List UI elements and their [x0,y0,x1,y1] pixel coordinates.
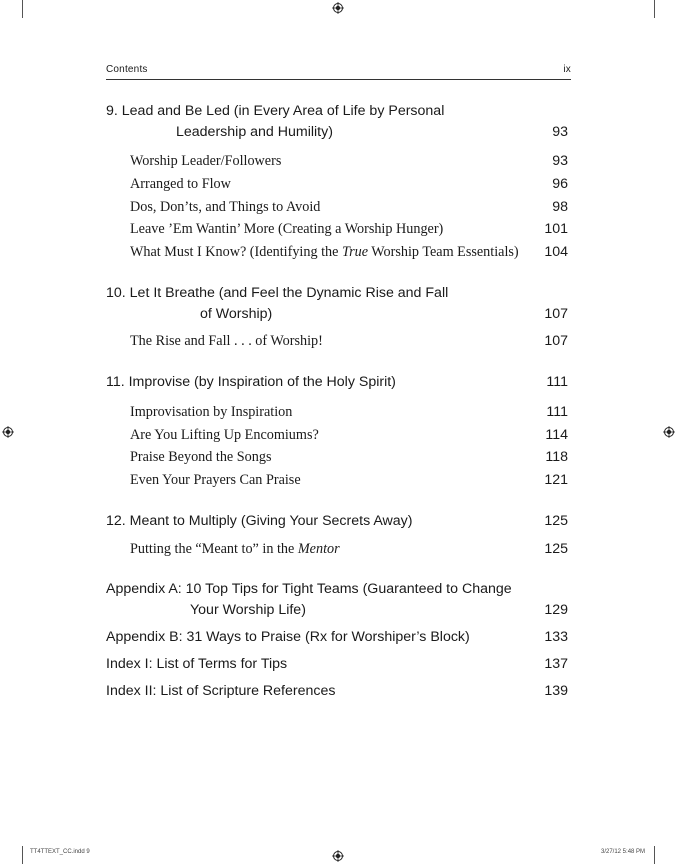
crop-mark-bottom-right [654,846,655,864]
toc-chapter-title: 11. Improvise (by Inspiration of the Holy Spirit) [106,374,396,390]
registration-mark-bottom-icon [332,850,344,862]
toc-page-number: 139 [544,683,568,699]
toc-section-title: The Rise and Fall . . . of Worship! [130,333,323,349]
toc-page-number: 133 [544,629,568,645]
crop-mark-top-left [22,0,23,18]
toc-page-number: 96 [552,176,568,192]
toc-chapter-title-line1: Appendix A: 10 Top Tips for Tight Teams (Guaranteed to Change [106,581,512,597]
toc-section [130,199,568,216]
toc-page-number: 111 [546,374,568,390]
toc-page-number: 118 [545,449,568,465]
toc-chapter-title: 12. Meant to Multiply (Giving Your Secrets Away) [106,513,413,529]
toc-chapter-10-cont [106,306,568,322]
toc-section-title: Arranged to Flow [130,176,231,192]
toc-chapter-10 [106,285,568,301]
crop-mark-top-right [654,0,655,18]
toc-chapter-title: Index II: List of Scripture References [106,683,336,699]
toc-page-number: 129 [544,602,568,618]
toc-chapter-title-line2: of Worship) [200,306,273,322]
toc-appendix-a-cont [106,602,568,618]
toc-section-title: Dos, Don’ts, and Things to Avoid [130,199,321,215]
toc-appendix-a [106,581,568,597]
running-head-title: Contents [106,64,148,75]
toc-chapter-12 [106,513,568,529]
toc-index-1 [106,656,568,672]
toc-section [130,333,568,350]
toc-chapter-9-cont [106,124,568,140]
toc-page-number: 114 [545,427,568,443]
registration-mark-left-icon [2,426,14,438]
toc-chapter-11 [106,374,568,390]
toc-section-title: Are You Lifting Up Encomiums? [130,427,319,443]
toc-page-number: 137 [544,656,568,672]
header-rule [106,79,571,80]
toc-page-number: 111 [546,404,568,420]
toc-section-title: Worship Leader/Followers [130,153,282,169]
toc-section [130,404,568,421]
toc-section [130,153,568,170]
crop-mark-bottom-left [22,846,23,864]
toc-page-number: 98 [552,199,568,215]
registration-mark-top-icon [332,2,344,14]
toc-section-title: Even Your Prayers Can Praise [130,472,301,488]
running-head [106,64,571,75]
toc-chapter-title-line1: 10. Let It Breathe (and Feel the Dynamic Rise and Fall [106,285,449,301]
toc-chapter-9 [106,103,568,119]
toc-page-number: 107 [544,306,568,322]
toc-section [130,427,568,444]
toc-section-title: Leave ’Em Wantin’ More (Creating a Worship Hunger) [130,221,444,237]
toc-page-number: 101 [544,221,568,237]
toc-page-number: 107 [544,333,568,349]
toc-page-number: 121 [544,472,568,488]
toc-section-title-emphasis: Mentor [297,541,340,557]
toc-page-number: 125 [544,541,568,557]
toc-section-title: Improvisation by Inspiration [130,404,293,420]
toc-section [130,541,568,558]
slug-filename: TT4TTEXT_CC.indd 9 [30,849,90,855]
toc-section-title: What Must I Know? (Identifying the True Worship Team Essentials) [130,244,519,260]
toc-section [130,244,568,261]
toc-section-title: Putting the “Meant to” in the Mentor [130,541,340,557]
toc-section-title-emphasis: True [341,244,369,260]
toc-page-number: 93 [552,153,568,169]
toc-chapter-title: Appendix B: 31 Ways to Praise (Rx for Worshiper’s Block) [106,629,470,645]
toc-section [130,221,568,238]
slug-datetime: 3/27/12 5:48 PM [601,849,646,855]
toc-index-2 [106,683,568,699]
toc-appendix-b [106,629,568,645]
toc-chapter-title-line1: 9. Lead and Be Led (in Every Area of Life by Personal [106,103,445,119]
toc-page-number: 125 [544,513,568,529]
toc-chapter-title: Index I: List of Terms for Tips [106,656,288,672]
toc-page-number: 93 [552,124,568,140]
toc-chapter-title-line2: Your Worship Life) [190,602,306,618]
toc-section [130,449,568,466]
toc-section-title: Praise Beyond the Songs [130,449,272,465]
toc-section [130,176,568,193]
toc-page-number: 104 [544,244,568,260]
toc-chapter-title-line2: Leadership and Humility) [176,124,333,140]
running-head-page-number: ix [563,64,571,75]
toc-section [130,472,568,489]
registration-mark-right-icon [663,426,675,438]
